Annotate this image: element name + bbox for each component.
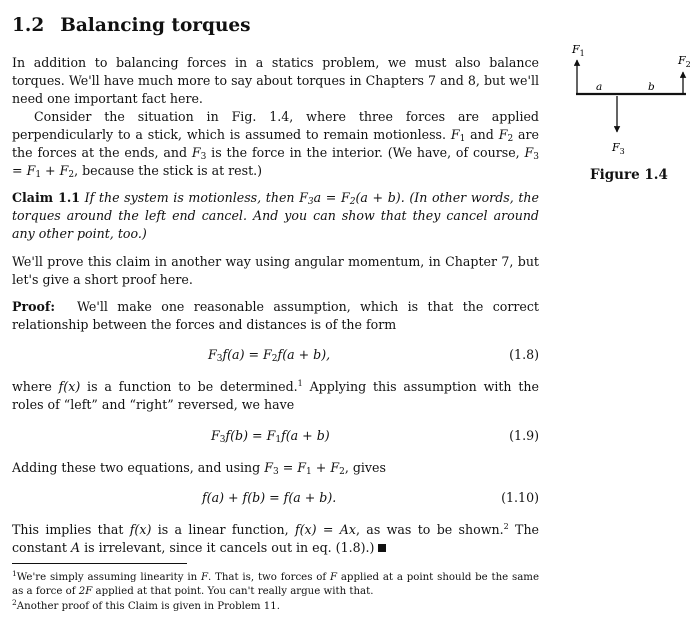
- label-f2: $F_2$: [678, 54, 691, 69]
- label-b: b: [648, 81, 655, 93]
- equation-1-9-math: $F_3f(b) = F_1f(a + b)$: [211, 428, 330, 445]
- implies-paragraph: This implies that f(x) is a linear function, f(x) = Ax, as was to be shown.$^2$ The constant A is irrelevant, since it cancels out in eq. (1.8).): [12, 522, 540, 555]
- adding-paragraph: Adding these two equations, and using $F_3 = F_1 + F_2$, gives: [12, 460, 386, 477]
- equation-1-9: [12, 427, 539, 445]
- section-number: 1.2: [12, 15, 45, 36]
- where-paragraph: where f(x) is a function to be determined.$^1$ Applying this assumption with the roles of “left” and “right” reversed, we have: [12, 379, 539, 412]
- footnote-2: $^2$Another proof of this Claim is given in Problem 11.: [12, 598, 281, 612]
- proof-label: Proof:: [12, 299, 55, 314]
- equation-1-10-math: f(a) + f(b) = f(a + b).: [202, 490, 337, 505]
- figure-caption: Figure 1.4: [590, 167, 668, 183]
- angular-momentum-paragraph: We'll prove this claim in another way using angular momentum, in Chapter 7, but let's give a short proof here.: [12, 254, 539, 287]
- label-a: a: [596, 81, 603, 93]
- equation-1-8-number: (1.8): [509, 347, 539, 362]
- consider-paragraph: Consider the situation in Fig. 1.4, where three forces are applied perpendicularly to a stick, which is assumed to remain motionless. $F_1$ and $F_2$ are the forces at the ends, and $F_3$ is the force in the interior. (We have, of course, $F_3 = F_1 + F_2$, because the stick is at rest.): [12, 109, 540, 180]
- label-f3: $F_3$: [612, 141, 625, 156]
- figure-1-4: [566, 40, 692, 200]
- footnote-1: $^1$We're simply assuming linearity in F. That is, two forces of F applied at a point should be the same as a force of 2F applied at that point. You can't really argue with that.: [12, 569, 540, 597]
- equation-1-8-math: $F_3f(a) = F_2f(a + b)$,: [208, 347, 331, 364]
- equation-1-10: [12, 489, 539, 507]
- intro-paragraph: In addition to balancing forces in a statics problem, we must also balance torques. We'll have much more to say about torques in Chapters 7 and 8, but we'll need one important fact here.: [12, 55, 539, 106]
- section-heading: [12, 17, 251, 35]
- equation-1-9-number: (1.9): [509, 428, 539, 443]
- qed-square-icon: [378, 544, 386, 552]
- equation-1-8: [12, 346, 539, 364]
- equation-1-10-number: (1.10): [501, 490, 539, 505]
- proof-paragraph: Proof: We'll make one reasonable assumption, which is that the correct relationship between the forces and distances is of the form: [12, 299, 539, 332]
- footnote-rule: [12, 563, 187, 564]
- claim-label: Claim 1.1: [12, 190, 81, 205]
- section-title: Balancing torques: [60, 15, 251, 36]
- stick-diagram: [566, 40, 692, 165]
- label-f1: $F_1$: [572, 43, 585, 58]
- claim-paragraph: Claim 1.1 If the system is motionless, then $F_3a = F_2(a + b)$. (In other words, the torques around the left end cancel. And you can show that they cancel around any other point, too.): [12, 190, 539, 241]
